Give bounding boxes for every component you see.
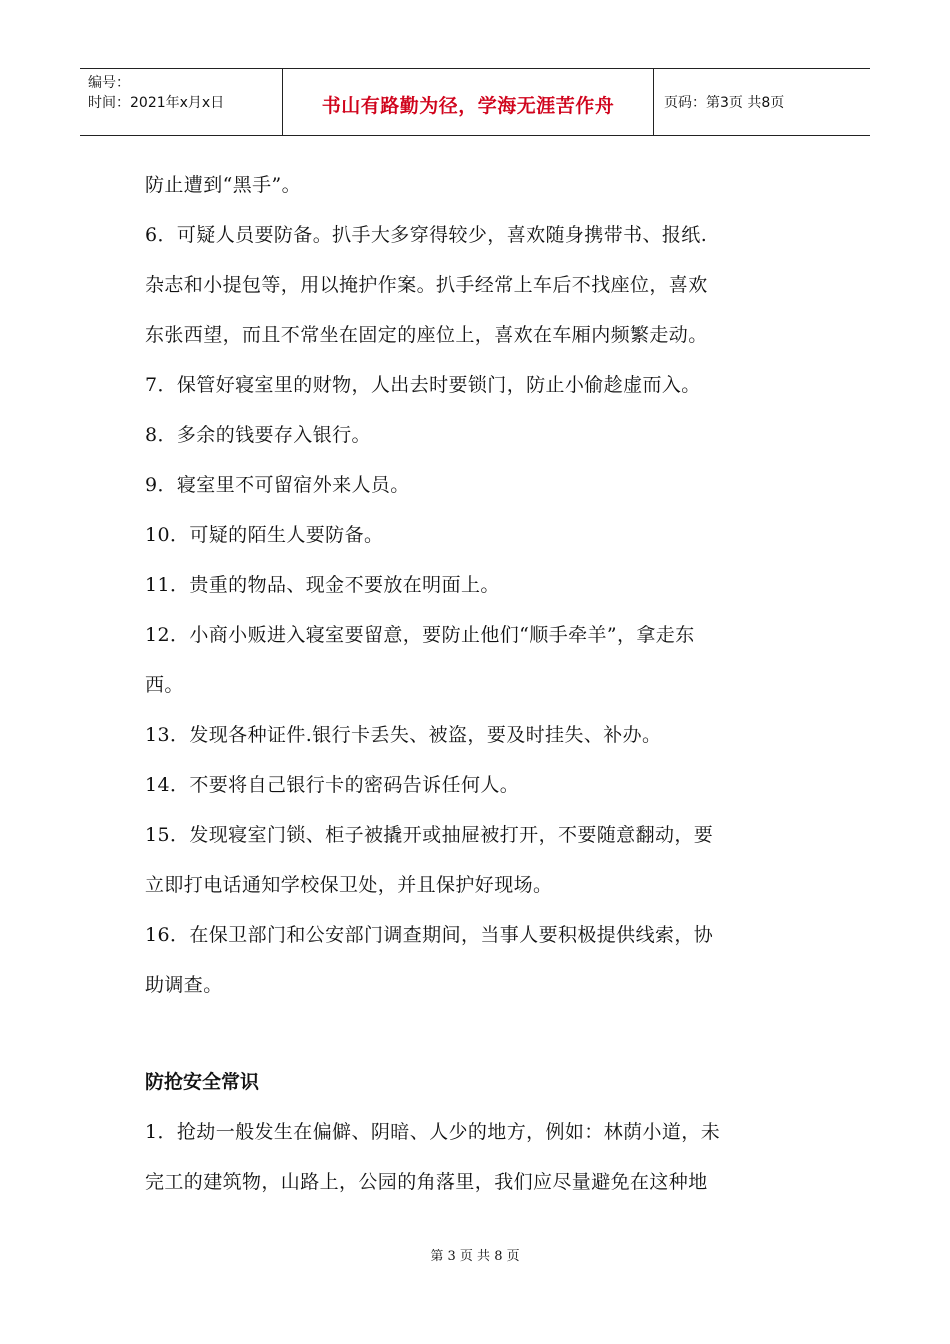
body-line: 13．发现各种证件.银行卡丢失、被盗，要及时挂失、补办。 xyxy=(145,724,662,746)
section-line: 1．抢劫一般发生在偏僻、阴暗、人少的地方，例如：林荫小道，未 xyxy=(145,1121,721,1143)
body-line: 9．寝室里不可留宿外来人员。 xyxy=(145,474,410,496)
body-line: 杂志和小提包等，用以掩护作案。扒手经常上车后不找座位，喜欢 xyxy=(145,274,708,296)
section-line: 完工的建筑物，山路上，公园的角落里，我们应尽量避免在这种地 xyxy=(145,1171,708,1193)
body-line: 西。 xyxy=(145,674,184,696)
body-line: 11．贵重的物品、现金不要放在明面上。 xyxy=(145,574,500,596)
body-line: 14．不要将自己银行卡的密码告诉任何人。 xyxy=(145,774,520,796)
body-line: 助调查。 xyxy=(145,974,223,996)
body-line: 7．保管好寝室里的财物，人出去时要锁门，防止小偷趁虚而入。 xyxy=(145,374,701,396)
body-line: 6．可疑人员要防备。扒手大多穿得较少，喜欢随身携带书、报纸. xyxy=(145,224,708,246)
header-meta xyxy=(80,69,282,135)
body-line: 15．发现寝室门锁、柜子被撬开或抽屉被打开，不要随意翻动，要 xyxy=(145,824,714,846)
header-motto-cell xyxy=(282,69,654,135)
header-page-cell xyxy=(654,69,870,135)
body-line: 16．在保卫部门和公安部门调查期间，当事人要积极提供线索，协 xyxy=(145,924,714,946)
section-heading: 防抢安全常识 xyxy=(145,1071,260,1093)
body-text xyxy=(145,160,810,1010)
date-label: 时间：2021年x月x日 xyxy=(88,95,225,111)
body-line: 10．可疑的陌生人要防备。 xyxy=(145,524,384,546)
header-motto: 书山有路勤为径，学海无涯苦作舟 xyxy=(321,94,615,117)
body-line: 立即打电话通知学校保卫处，并且保护好现场。 xyxy=(145,874,553,896)
body-line: 东张西望，而且不常坐在固定的座位上，喜欢在车厢内频繁走动。 xyxy=(145,324,708,346)
body-line: 8．多余的钱要存入银行。 xyxy=(145,424,371,446)
header-page-label: 页码：第3页 共8页 xyxy=(664,95,785,111)
section-text xyxy=(145,1107,810,1207)
body-line: 12．小商小贩进入寝室要留意，要防止他们“顺手牵羊”，拿走东 xyxy=(145,624,695,646)
page-header xyxy=(80,68,870,136)
serial-label: 编号： xyxy=(88,75,130,91)
page-footer: 第 3 页 共 8 页 xyxy=(430,1249,520,1264)
body-line: 防止遭到“黑手”。 xyxy=(145,174,302,196)
